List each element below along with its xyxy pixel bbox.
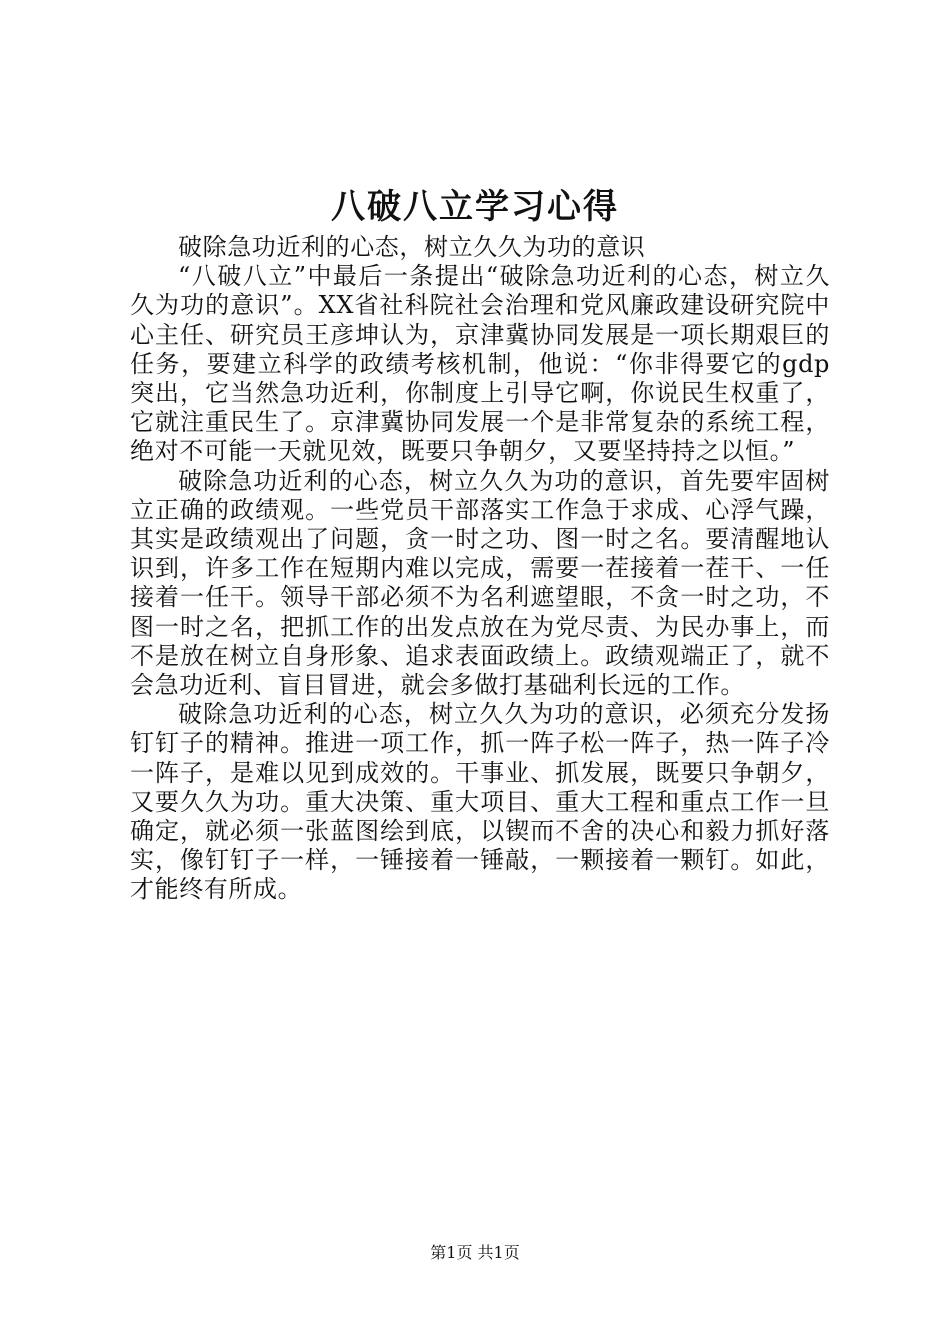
paragraph-3: 破除急功近利的心态，树立久久为功的意识，必须充分发扬钉钉子的精神。推进一项工作，抓一阵子松一阵子，热一阵子冷一阵子，是难以见到成效的。干事业、抓发展，既要只争朝夕，又要久久为功。重大决策、重大项目、重大工程和重点工作一旦确定，就必须一张蓝图绘到底，以锲而不舍的决心和毅力抓好落实，像钉钉子一样，一锤接着一锤敲，一颗接着一颗钉。如此，才能终有所成。: [130, 700, 830, 904]
paragraph-1: “八破八立”中最后一条提出“破除急功近利的心态，树立久久为功的意识”。XX省社科院社会治理和党风廉政建设研究院中心主任、研究员王彦坤认为，京津冀协同发展是一项长期艰巨的任务，要建立科学的政绩考核机制，他说：“你非得要它的gdp突出，它当然急功近利，你制度上引导它啊，你说民生权重了，它就注重民生了。京津冀协同发展一个是非常复杂的系统工程，绝对不可能一天就见效，既要只争朝夕，又要坚持持之以恒。”: [130, 262, 830, 466]
paragraph-2: 破除急功近利的心态，树立久久为功的意识，首先要牢固树立正确的政绩观。一些党员干部落实工作急于求成、心浮气躁，其实是政绩观出了问题，贪一时之功、图一时之名。要清醒地认识到，许多工作在短期内难以完成，需要一茬接着一茬干、一任接着一任干。领导干部必须不为名利遮望眼，不贪一时之功，不图一时之名，把抓工作的出发点放在为党尽责、为民办事上，而不是放在树立自身形象、追求表面政绩上。政绩观端正了，就不会急功近利、盲目冒进，就会多做打基础利长远的工作。: [130, 466, 830, 700]
document-body: [130, 233, 830, 905]
page-footer: 第1页 共1页: [430, 1243, 520, 1262]
document-title: 八破八立学习心得: [331, 187, 619, 227]
paragraph-subtitle: 破除急功近利的心态，树立久久为功的意识: [178, 233, 646, 261]
